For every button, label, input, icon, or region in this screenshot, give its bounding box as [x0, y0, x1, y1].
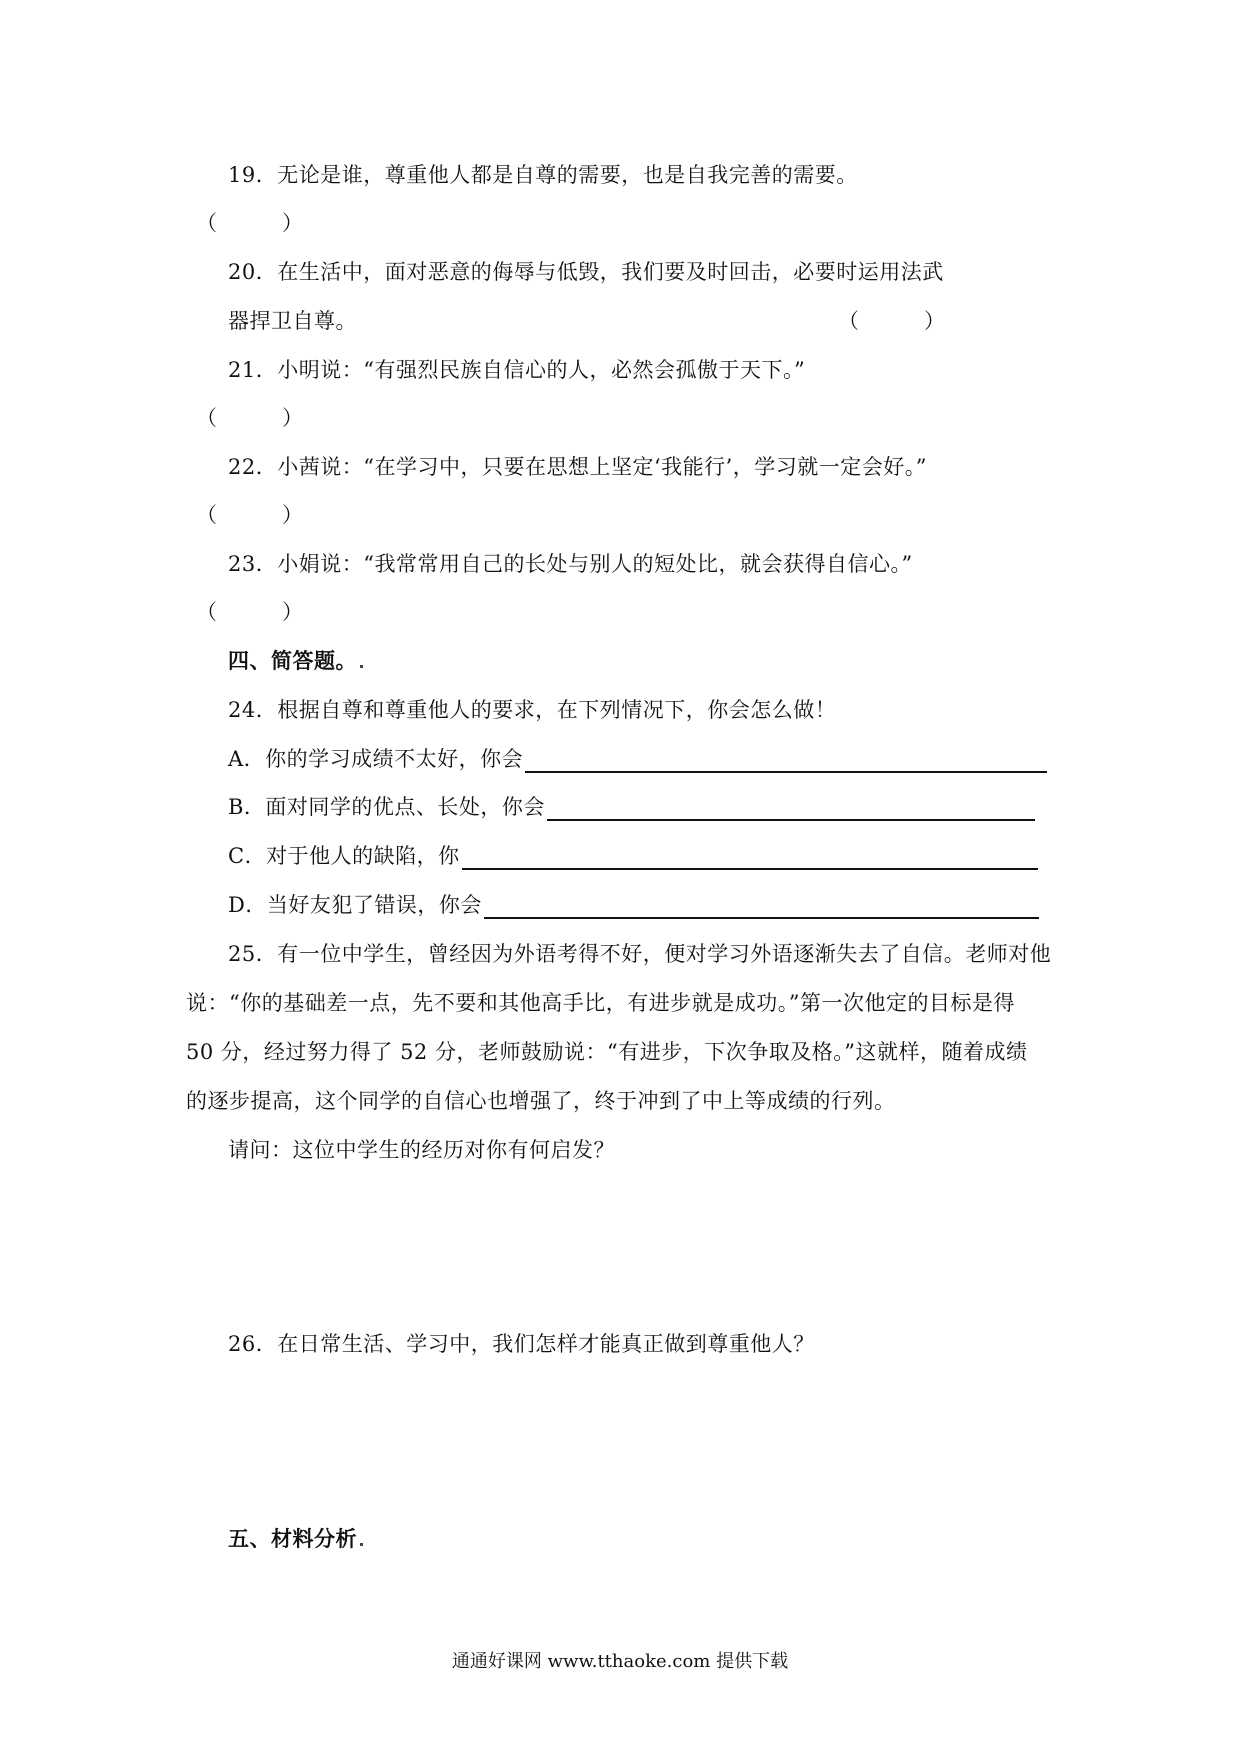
option-b-label: B．面对同学的优点、长处，你会 — [228, 795, 545, 819]
question-24-option-b — [228, 793, 1035, 821]
question-25-line1: 25．有一位中学生，曾经因为外语考得不好，便对学习外语逐渐失去了自信。老师对他 — [228, 942, 1052, 966]
question-22-answer-blank: （ ） — [196, 503, 304, 527]
question-20-line1: 20．在生活中，面对恶意的侮辱与低毁，我们要及时回击，必要时运用法武 — [228, 260, 944, 284]
question-23-text: 23．小娟说：“我常常用自己的长处与别人的短处比，就会获得自信心。” — [228, 552, 913, 576]
question-24-prompt: 24．根据自尊和尊重他人的要求，在下列情况下，你会怎么做！ — [228, 698, 837, 722]
footer-text: 通通好课网 www.tthaoke.com 提供下载 — [451, 1651, 789, 1672]
question-21-answer-blank: （ ） — [196, 406, 304, 430]
section-5-title: 五、材料分析 — [228, 1526, 357, 1551]
question-21-text: 21．小明说：“有强烈民族自信心的人，必然会孤傲于天下。” — [228, 358, 806, 382]
option-c-label: C．对于他人的缺陷，你 — [228, 844, 460, 868]
question-24-option-a — [228, 745, 1047, 773]
question-25-line4: 的逐步提高，这个同学的自信心也增强了，终于冲到了中上等成绩的行列。 — [186, 1089, 896, 1113]
answer-line-d[interactable] — [484, 893, 1039, 919]
question-20-answer-blank: （ ） — [838, 309, 946, 333]
question-20-line2: 器捍卫自尊。 — [228, 309, 357, 333]
answer-line-b[interactable] — [547, 795, 1035, 821]
stray-mark — [360, 665, 363, 668]
question-25-line2: 说：“你的基础差一点，先不要和其他高手比，有进步就是成功。”第一次他定的目标是得 — [186, 991, 1015, 1015]
answer-line-a[interactable] — [525, 747, 1047, 773]
question-25-line3: 50 分，经过努力得了 52 分，老师鼓励说：“有进步，下次争取及格。”这就样，随着成绩 — [186, 1040, 1028, 1064]
option-a-label: A．你的学习成绩不太好，你会 — [228, 747, 524, 771]
question-19-answer-blank: （ ） — [196, 211, 304, 235]
stray-mark — [360, 1543, 363, 1546]
question-24-option-d — [228, 891, 1039, 919]
section-5-heading — [228, 1525, 363, 1553]
answer-line-c[interactable] — [462, 844, 1038, 870]
question-19-text: 19．无论是谁，尊重他人都是自尊的需要，也是自我完善的需要。 — [228, 163, 858, 187]
question-25-question: 请问：这位中学生的经历对你有何启发？ — [228, 1138, 615, 1162]
option-d-label: D．当好友犯了错误，你会 — [228, 893, 482, 917]
section-4-title: 四、简答题。 — [228, 648, 357, 673]
question-23-answer-blank: （ ） — [196, 600, 304, 624]
question-26-text: 26．在日常生活、学习中，我们怎样才能真正做到尊重他人？ — [228, 1332, 815, 1356]
question-22-text: 22．小茜说：“在学习中，只要在思想上坚定‘我能行’，学习就一定会好。” — [228, 455, 928, 479]
section-4-heading — [228, 647, 363, 675]
question-24-option-c — [228, 842, 1038, 870]
